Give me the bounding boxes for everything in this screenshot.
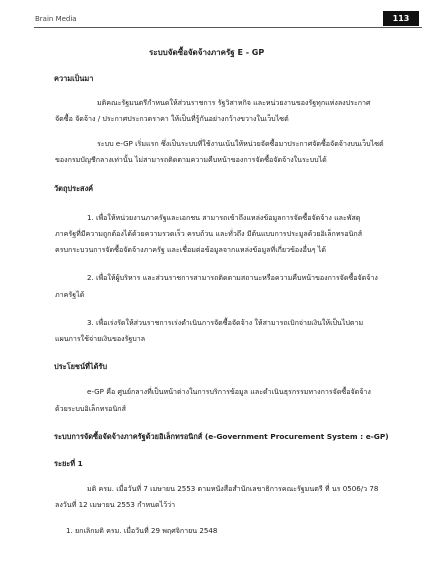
- paragraph-line: ด้วยระบบอิเล็กทรอนิกส์: [55, 404, 126, 413]
- heading-background: ความเป็นมา: [54, 74, 94, 83]
- paragraph-line: มติ ครม. เมื่อวันที่ 7 เมษายน 2553 ตามหนังสือสำนักเลขาธิการคณะรัฐมนตรี ที่ นร 0506/ว 78: [87, 484, 379, 493]
- document-title: ระบบจัดซื้อจัดจ้างภาครัฐ E - GP: [149, 48, 265, 57]
- heading-system: ระบบการจัดซื้อจัดจ้างภาครัฐด้วยอิเล็กทรอนิกส์ (e-Government Procurement System : e-GP): [54, 432, 389, 441]
- paragraph-line: 3. เพื่อเร่งรัดให้ส่วนราชการเร่งดำเนินการจัดซื้อจัดจ้าง ให้สามารถเบิกจ่ายเงินให้เป็นไปตาม: [87, 318, 364, 327]
- paragraph-line: มติคณะรัฐมนตรีกำหนดให้ส่วนราชการ รัฐวิสาหกิจ และหน่วยงานของรัฐทุกแห่งลงประกาศ: [97, 98, 371, 107]
- paragraph-line: ภาครัฐได้: [55, 290, 85, 299]
- heading-benefits: ประโยชน์ที่ได้รับ: [54, 362, 108, 371]
- paragraph-line: ของกรมบัญชีกลางเท่านั้น ไม่สามารถติดตามความคืบหน้าของการจัดซื้อจัดจ้างในระบบได้: [55, 155, 327, 164]
- paragraph-line: ลงวันที่ 12 เมษายน 2553 กำหนดไว้ว่า: [55, 500, 176, 509]
- paragraph-line: 1. เพื่อให้หน่วยงานภาครัฐและเอกชน สามารถเข้าถึงแหล่งข้อมูลการจัดซื้อจัดจ้าง และพัสดุ: [87, 213, 361, 222]
- paragraph-line: แผนการใช้จ่ายเงินของรัฐบาล: [55, 334, 146, 343]
- list-item: 1. ยกเลิกมติ ครม. เมื่อวันที่ 29 พฤศจิกายน 2548: [66, 526, 218, 535]
- paragraph-line: จัดซื้อ จัดจ้าง / ประกาศประกวดราคา ให้เป็นที่รู้กันอย่างกว้างขวางในเว็บไซต์: [55, 114, 289, 123]
- paragraph-line: e-GP คือ ศูนย์กลางที่เป็นหน้าต่างในการบริการข้อมูล และดำเนินธุรกรรมทางการจัดซื้อจัดจ้าง: [87, 387, 371, 396]
- header-rule: [34, 27, 422, 28]
- brand-label: Brain Media: [35, 15, 77, 23]
- heading-objectives: วัตถุประสงค์: [54, 184, 94, 193]
- paragraph-line: 2. เพื่อให้ผู้บริหาร และส่วนราชการสามารถติดตามสถานะหรือความคืบหน้าของการจัดซื้อจัดจ้าง: [87, 273, 378, 282]
- paragraph-line: ระบบ e-GP เริ่มแรก ซึ่งเป็นระบบที่ใช้งานเน้นให้หน่วยจัดซื้อมาประกาศจัดซื้อจัดจ้างบนเว็บไซต์: [97, 139, 384, 148]
- paragraph-line: ภาครัฐที่มีความถูกต้องได้ด้วยความรวดเร็ว ครบถ้วน และทั่วถึง มีต้นแบบการประมูลด้วยอิเล็กทรอนิกส์: [55, 229, 363, 238]
- paragraph-line: ครบกระบวนการจัดซื้อจัดจ้างภาครัฐ และเชื่อมต่อข้อมูลจากแหล่งข้อมูลที่เกี่ยวข้องอื่นๆ ได้: [55, 245, 326, 254]
- heading-phase-1: ระยะที่ 1: [54, 459, 83, 468]
- page-number-badge: 113: [383, 11, 419, 26]
